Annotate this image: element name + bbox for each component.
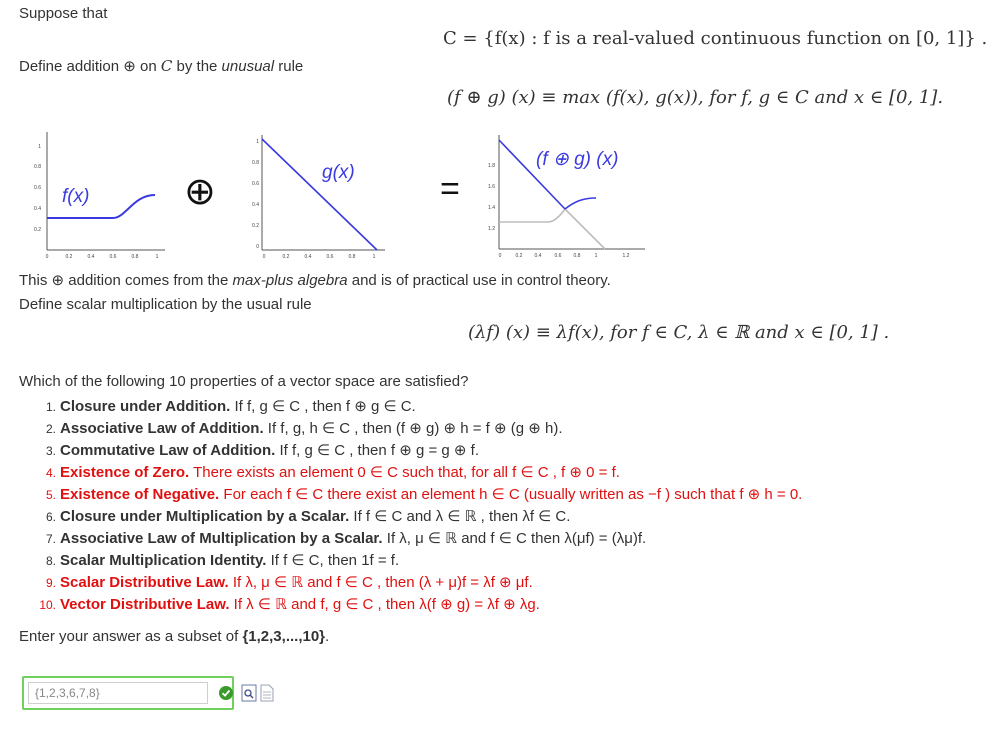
plot-g-ytick: 1 bbox=[256, 139, 259, 145]
plot-fg-gray-f bbox=[499, 209, 565, 222]
property-item: 7. Associative Law of Multiplication by a Scalar. If λ, μ ∈ ℝ and f ∈ C then λ(μf) = (λμ)f. bbox=[45, 530, 647, 547]
answer-prompt: Enter your answer as a subset of {1,2,3,...,10}. bbox=[19, 628, 330, 645]
answer-input[interactable] bbox=[28, 682, 208, 704]
check-circle-icon bbox=[218, 685, 234, 701]
addition-formula: (f ⊕ g) (x) ≡ max (f(x), g(x)), for f, g ∈ C and x ∈ [0, 1]. bbox=[447, 87, 944, 108]
plot-fg-xtick: 1.2 bbox=[622, 253, 630, 259]
oplus-symbol: ⊕ bbox=[184, 169, 216, 213]
intro-text: Suppose that bbox=[19, 5, 108, 22]
preview-icon[interactable] bbox=[241, 684, 257, 702]
plot-f-ytick: 1 bbox=[38, 144, 41, 150]
plot-fg-gray-g bbox=[565, 209, 605, 249]
plot-fg-ytick: 1.4 bbox=[488, 205, 495, 211]
plot-g-xtick: 0.2 bbox=[282, 254, 290, 260]
plot-f bbox=[30, 122, 170, 264]
plot-fg-ytick: 1.2 bbox=[488, 226, 495, 232]
plot-g-xtick: 0 bbox=[262, 254, 266, 260]
property-item: 4. Existence of Zero. There exists an element 0 ∈ C such that, for all f ∈ C , f ⊕ 0 = f. bbox=[45, 464, 620, 481]
plot-f-xtick: 1 bbox=[155, 254, 159, 260]
property-item: 6. Closure under Multiplication by a Scalar. If f ∈ C and λ ∈ ℝ , then λf ∈ C. bbox=[45, 508, 571, 525]
plot-fg-ytick: 1.6 bbox=[488, 184, 495, 190]
scalar-intro: Define scalar multiplication by the usual rule bbox=[19, 296, 312, 313]
property-item: 1. Closure under Addition. If f, g ∈ C , then f ⊕ g ∈ C. bbox=[45, 398, 416, 415]
plot-fg-xtick: 0.6 bbox=[554, 253, 562, 259]
plot-g-xtick: 0.4 bbox=[304, 254, 312, 260]
plot-g-line bbox=[262, 139, 377, 250]
plot-g-ytick: 0.2 bbox=[252, 223, 259, 229]
property-item: 2. Associative Law of Addition. If f, g, h ∈ C , then (f ⊕ g) ⊕ h = f ⊕ (g ⊕ h). bbox=[45, 420, 563, 437]
plot-f-label: f(x) bbox=[62, 186, 90, 207]
property-item: 10. Vector Distributive Law. If λ ∈ ℝ and f, g ∈ C , then λ(f ⊕ g) = λf ⊕ λg. bbox=[39, 596, 540, 613]
plot-fg bbox=[480, 130, 650, 264]
plot-f-ytick: 0.6 bbox=[34, 185, 41, 191]
maxplus-note: This ⊕ addition comes from the max-plus algebra and is of practical use in control theory. bbox=[19, 272, 611, 289]
document-icon[interactable] bbox=[260, 684, 274, 702]
plot-fg-xtick: 0.2 bbox=[515, 253, 523, 259]
plot-f-ytick: 0.8 bbox=[34, 164, 41, 170]
equals-symbol: = bbox=[440, 170, 460, 208]
oplus-symbol: ⊕ bbox=[123, 58, 136, 75]
answer-box bbox=[22, 676, 234, 710]
define-addition-text: Define addition ⊕ on C by the unusual rule bbox=[19, 57, 304, 75]
plot-f-xtick: 0.4 bbox=[87, 254, 95, 260]
property-list bbox=[30, 396, 802, 616]
plot-fg-ytick: 1.8 bbox=[488, 163, 495, 169]
plot-f-xtick: 0.8 bbox=[131, 254, 139, 260]
property-item: 8. Scalar Multiplication Identity. If f ∈ C, then 1f = f. bbox=[45, 552, 400, 569]
plot-g-xtick: 0.6 bbox=[326, 254, 334, 260]
plot-f-ytick: 0.4 bbox=[34, 206, 41, 212]
plot-g-xtick: 1 bbox=[372, 254, 376, 260]
plot-f-xtick: 0.2 bbox=[65, 254, 73, 260]
plot-g-ytick: 0.6 bbox=[252, 181, 259, 187]
scalar-formula: (λf) (x) ≡ λf(x), for f ∈ C, λ ∈ ℝ and x ∈ [0, 1] . bbox=[468, 322, 890, 343]
plot-g-ytick: 0.4 bbox=[252, 202, 259, 208]
plot-fg-label: (f ⊕ g) (x) bbox=[536, 149, 619, 170]
oplus-symbol: ⊕ bbox=[51, 272, 65, 289]
plot-f-xtick: 0.6 bbox=[109, 254, 117, 260]
plot-f-xtick: 0 bbox=[45, 254, 49, 260]
plot-f-ytick: 0.2 bbox=[34, 227, 41, 233]
plot-g-ytick: 0 bbox=[256, 244, 259, 250]
plot-g bbox=[250, 130, 390, 264]
property-item: 3. Commutative Law of Addition. If f, g ∈ C , then f ⊕ g = g ⊕ f. bbox=[45, 442, 479, 459]
plot-fg-xtick: 0 bbox=[498, 253, 502, 259]
plot-fg-xtick: 0.4 bbox=[534, 253, 542, 259]
plot-fg-xtick: 1 bbox=[594, 253, 598, 259]
plot-g-label: g(x) bbox=[322, 162, 355, 183]
property-item: 9. Scalar Distributive Law. If λ, μ ∈ ℝ and f ∈ C , then (λ + μ)f = λf ⊕ μf. bbox=[45, 574, 533, 591]
plot-fg-xtick: 0.8 bbox=[573, 253, 581, 259]
plot-fg-max-tail bbox=[565, 198, 596, 209]
plot-g-ytick: 0.8 bbox=[252, 160, 259, 166]
question-text: Which of the following 10 properties of a vector space are satisfied? bbox=[19, 373, 469, 390]
plot-g-xtick: 0.8 bbox=[348, 254, 356, 260]
property-item: 5. Existence of Negative. For each f ∈ C there exist an element h ∈ C (usually written as −f ) such that f ⊕ h = 0. bbox=[45, 486, 803, 503]
set-definition: C = {f(x) : f is a real-valued continuous function on [0, 1]} . bbox=[443, 28, 988, 49]
